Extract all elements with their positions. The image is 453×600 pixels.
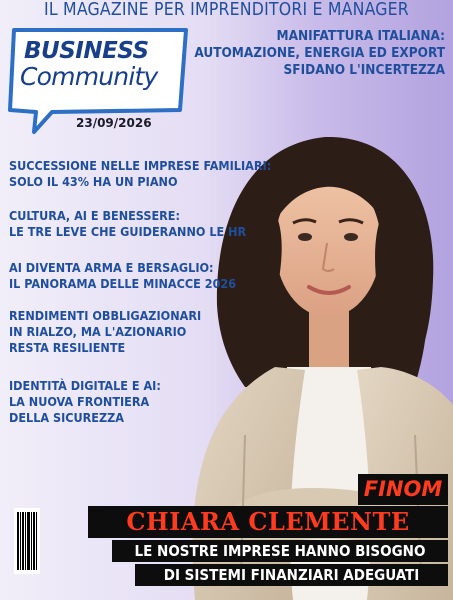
- feature-quote-line[interactable]: LE NOSTRE IMPRESE HANNO BISOGNO: [112, 540, 448, 562]
- side-headline-line: IL PANORAMA DELLE MINACCE 2026: [9, 276, 237, 291]
- side-headline-hr[interactable]: [9, 208, 309, 240]
- feature-quote-line[interactable]: DI SISTEMI FINANZIARI ADEGUATI: [135, 564, 448, 586]
- side-headline-line: LA NUOVA FRONTIERA: [9, 394, 150, 409]
- feature-kicker[interactable]: FINOM: [358, 474, 448, 505]
- side-headline-line: RESTA RESILIENTE: [9, 340, 126, 355]
- side-headline-line: AI DIVENTA ARMA E BERSAGLIO:: [9, 260, 214, 275]
- side-headline-succession[interactable]: [9, 158, 309, 190]
- top-headline-line: MANIFATTURA ITALIANA:: [276, 28, 445, 44]
- side-headline-line: IDENTITÀ DIGITALE E AI:: [9, 378, 161, 393]
- top-headline[interactable]: [180, 28, 445, 79]
- issue-date: 23/09/2026: [76, 116, 152, 130]
- side-headline-line: CULTURA, AI E BENESSERE:: [9, 208, 180, 223]
- side-headline-line: IN RIALZO, MA L'AZIONARIO: [9, 324, 187, 339]
- barcode-icon: [17, 512, 37, 570]
- side-headline-line: RENDIMENTI OBBLIGAZIONARI: [9, 308, 202, 323]
- logo-community-text: Community: [20, 62, 158, 91]
- side-headline-ai-threats[interactable]: [9, 260, 309, 292]
- barcode: [14, 508, 40, 574]
- side-headline-line: SUCCESSIONE NELLE IMPRESE FAMILIARI:: [9, 158, 272, 173]
- top-headline-line: AUTOMAZIONE, ENERGIA ED EXPORT: [194, 45, 445, 61]
- side-headline-line: LE TRE LEVE CHE GUIDERANNO LE HR: [9, 224, 247, 239]
- side-headline-line: DELLA SICUREZZA: [9, 410, 124, 425]
- top-headline-line: SFIDANO L'INCERTEZZA: [283, 62, 445, 78]
- side-headline-digital-identity[interactable]: [9, 378, 309, 426]
- side-headline-bonds[interactable]: [9, 308, 309, 356]
- side-headline-line: SOLO IL 43% HA UN PIANO: [9, 174, 178, 189]
- feature-name[interactable]: CHIARA CLEMENTE: [88, 506, 448, 538]
- magazine-tagline: IL MAGAZINE PER IMPRENDITORI E MANAGER: [44, 0, 409, 20]
- logo-business-text: BUSINESS: [24, 38, 149, 64]
